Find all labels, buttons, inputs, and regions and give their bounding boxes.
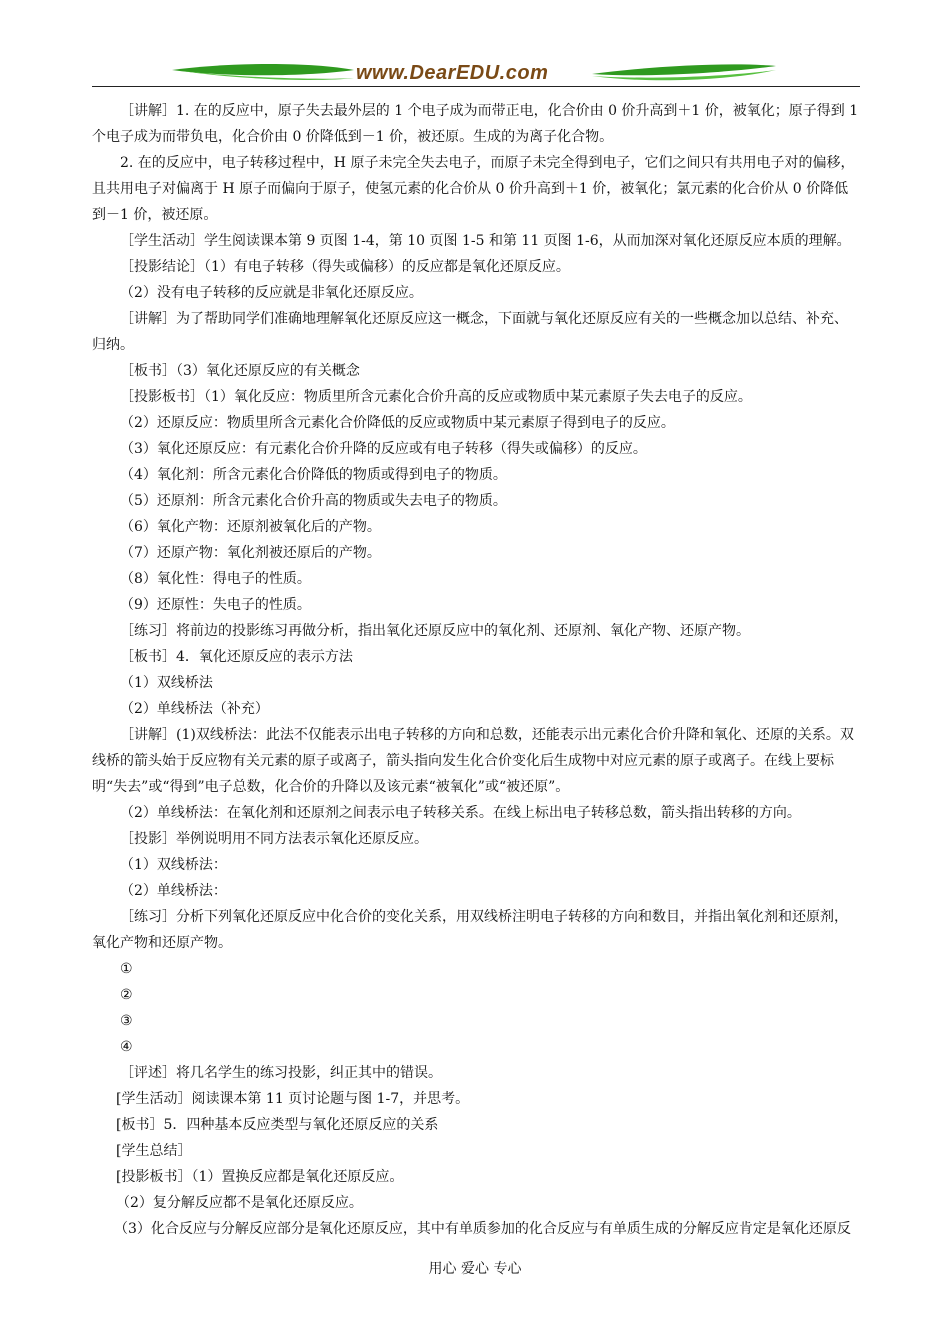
paragraph: （3）氧化还原反应：有元素化合价升降的反应或有电子转移（得失或偏移）的反应。: [120, 441, 647, 457]
paragraph: ［讲解］1. 在的反应中，原子失去最外层的 1 个电子成为而带正电，化合价由 0 价升高到＋1 价，被氧化；原子得到 1 个电子成为而带负电，化合价由 0 价降低到－1 价，被还原。生成的为离子化合物。: [92, 103, 859, 145]
paragraph: （7）还原产物：氧化剂被还原后的产物。: [120, 545, 381, 561]
paragraph: [投影板书］（1）置换反应都是氧化还原反应。: [116, 1169, 404, 1185]
exercise-item: ④: [120, 1039, 133, 1055]
paragraph: [学生活动］阅读课本第 11 页讨论题与图 1-7，并思考。: [116, 1091, 470, 1107]
paragraph: ［学生活动］学生阅读课本第 9 页图 1-4，第 10 页图 1-5 和第 11 页图 1-6，从而加深对氧化还原反应本质的理解。: [120, 233, 851, 249]
header-divider: [92, 86, 860, 87]
paragraph: ［板书］4．氧化还原反应的表示方法: [120, 649, 353, 665]
document-body: [92, 98, 860, 1242]
paragraph: （1）双线桥法：: [120, 857, 227, 873]
site-logo-text[interactable]: www.DearEDU.com: [356, 62, 549, 84]
paragraph: ［讲解］(1)双线桥法：此法不仅能表示出电子转移的方向和总数，还能表示出元素化合价升降和氧化、还原的关系。双线桥的箭头始于反应物有关元素的原子或离子，箭头指向发生化合价变化后生成物中对应元素的原子或离子。在线上要标明“失去”或“得到”电子总数，化合价的升降以及该元素“被氧化”或“被还原”。: [92, 727, 854, 795]
paragraph: （3）化合反应与分解反应部分是氧化还原反应，其中有单质参加的化合反应与有单质生成的分解反应肯定是氧化还原反: [114, 1221, 851, 1237]
paragraph: （2）单线桥法（补充）: [120, 701, 269, 717]
paragraph: （8）氧化性：得电子的性质。: [120, 571, 311, 587]
paragraph: ［练习］分析下列氧化还原反应中化合价的变化关系，用双线桥注明电子转移的方向和数目，并指出氧化剂和还原剂，氧化产物和还原产物。: [92, 909, 848, 951]
paragraph: （2）单线桥法：: [120, 883, 227, 899]
paragraph: [学生总结］: [116, 1143, 192, 1159]
paragraph: [板书］5．四种基本反应类型与氧化还原反应的关系: [116, 1117, 439, 1133]
paragraph: （1）双线桥法: [120, 675, 213, 691]
paragraph: （9）还原性：失电子的性质。: [120, 597, 311, 613]
exercise-item: ②: [120, 987, 133, 1003]
paragraph: ［板书］（3）氧化还原反应的有关概念: [120, 363, 360, 379]
paragraph: 2. 在的反应中，电子转移过程中，H 原子未完全失去电子，而原子未完全得到电子，它们之间只有共用电子对的偏移，且共用电子对偏离于 H 原子而偏向于原子，使氢元素的化合价从 0 价升高到＋1 价，被氧化；氯元素的化合价从 0 价降低到－1 价，被还原。: [92, 155, 855, 223]
paragraph: ［练习］将前边的投影练习再做分析，指出氧化还原反应中的氧化剂、还原剂、氧化产物、还原产物。: [120, 623, 750, 639]
paragraph: ［投影］举例说明用不同方法表示氧化还原反应。: [120, 831, 428, 847]
paragraph: ［投影板书］（1）氧化反应：物质里所含元素化合价升高的反应或物质中某元素原子失去电子的反应。: [120, 389, 752, 405]
page-footer: 用心 爱心 专心: [428, 1261, 522, 1277]
paragraph: （2）复分解反应都不是氧化还原反应。: [116, 1195, 363, 1211]
paragraph: （4）氧化剂：所含元素化合价降低的物质或得到电子的物质。: [120, 467, 507, 483]
paragraph: （2）没有电子转移的反应就是非氧化还原反应。: [120, 285, 423, 301]
paragraph: ［讲解］为了帮助同学们准确地理解氧化还原反应这一概念，下面就与氧化还原反应有关的一些概念加以总结、补充、归纳。: [92, 311, 848, 353]
paragraph: （2）单线桥法：在氧化剂和还原剂之间表示电子转移关系。在线上标出电子转移总数，箭头指出转移的方向。: [120, 805, 801, 821]
paragraph: （5）还原剂：所含元素化合价升高的物质或失去电子的物质。: [120, 493, 507, 509]
paragraph: ［评述］将几名学生的练习投影，纠正其中的错误。: [120, 1065, 442, 1081]
exercise-item: ③: [120, 1013, 133, 1029]
paragraph: ［投影结论］（1）有电子转移（得失或偏移）的反应都是氧化还原反应。: [120, 259, 570, 275]
paragraph: （2）还原反应：物质里所含元素化合价降低的反应或物质中某元素原子得到电子的反应。: [120, 415, 675, 431]
exercise-item: ①: [120, 961, 133, 977]
paragraph: （6）氧化产物：还原剂被氧化后的产物。: [120, 519, 381, 535]
